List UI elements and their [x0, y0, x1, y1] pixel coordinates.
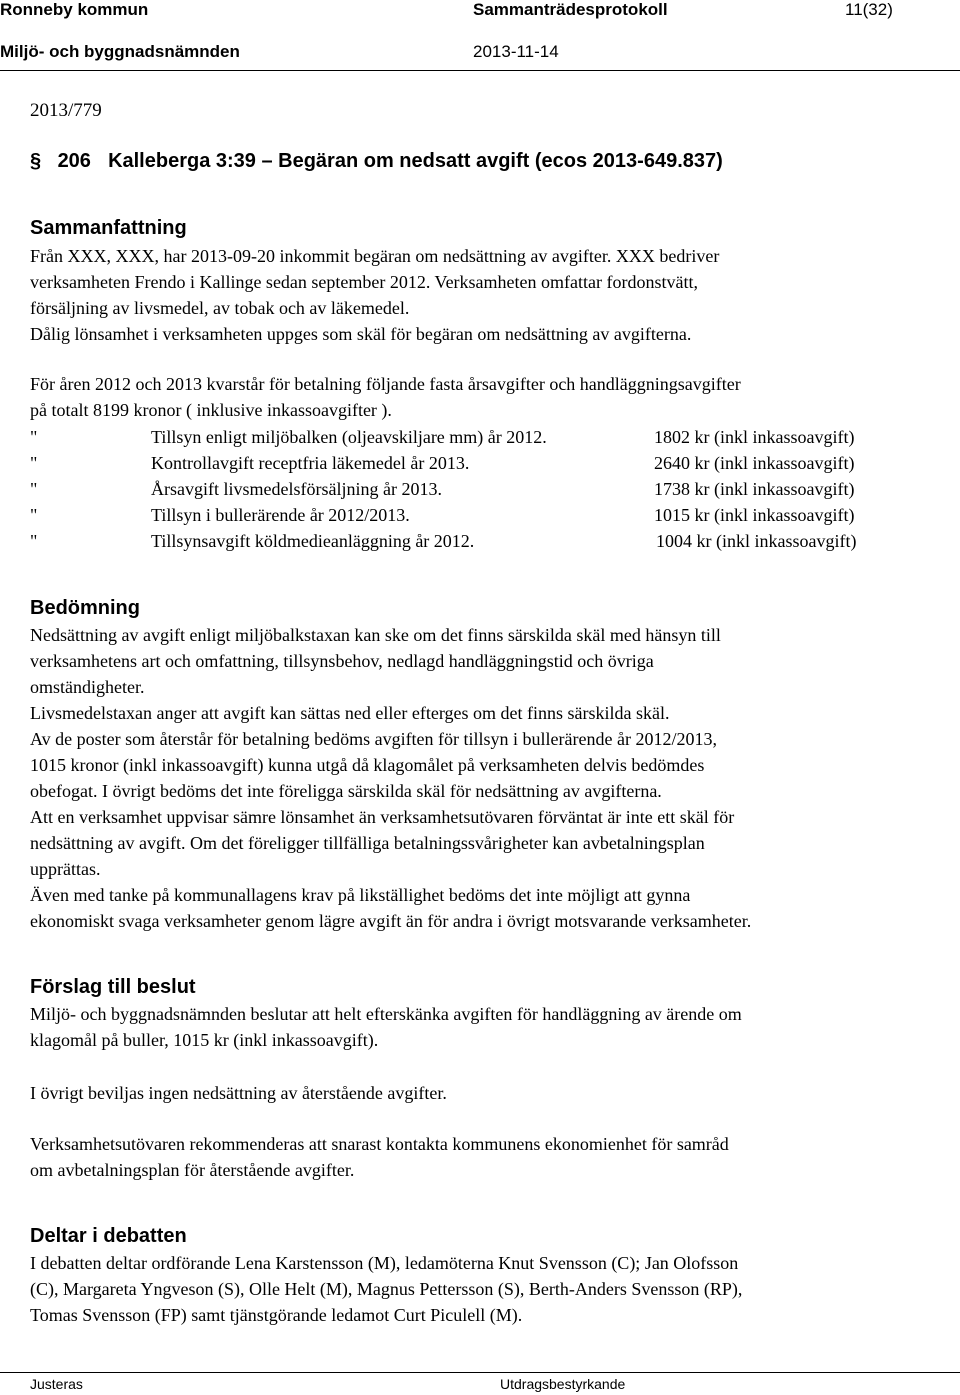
text-line: Även med tanke på kommunallagens krav på likställighet bedöms det inte möjligt att gynna — [30, 885, 691, 905]
text-line: ekonomiskt svaga verksamheter genom lägre avgift än för andra i övrigt motsvarande verksamheter. — [30, 911, 752, 931]
fee-mark: " — [30, 453, 38, 473]
fee-mark: " — [30, 505, 38, 525]
paragraph-sign-icon: § — [30, 150, 42, 172]
fee-mark: " — [30, 427, 38, 447]
heading-debatt: Deltar i debatten — [30, 1225, 187, 1247]
text-line: om avbetalningsplan för återstående avgifter. — [30, 1160, 355, 1180]
forslag-p1 — [30, 1001, 930, 1053]
text-line: Livsmedelstaxan anger att avgift kan sättas ned eller efterges om det finns särskilda skäl. — [30, 703, 670, 723]
board-name: Miljö- och byggnadsnämnden — [0, 42, 240, 61]
header-row-2 — [0, 42, 960, 66]
document-type: Sammanträdesprotokoll — [473, 0, 668, 19]
text-line: Att en verksamhet uppvisar sämre lönsamhet än verksamhetsutövaren förväntat är inte ett skäl för — [30, 807, 735, 827]
municipality-name: Ronneby kommun — [0, 0, 149, 19]
text-line: I övrigt beviljas ingen nedsättning av återstående avgifter. — [30, 1083, 447, 1103]
text-line: För åren 2012 och 2013 kvarstår för betalning följande fasta årsavgifter och handläggningsavgifter — [30, 374, 741, 394]
text-line: Nedsättning av avgift enligt miljöbalkstaxan kan ske om det finns särskilda skäl med hänsyn till — [30, 625, 721, 645]
text-line: omständigheter. — [30, 677, 145, 697]
text-line: på totalt 8199 kronor ( inklusive inkassoavgifter ). — [30, 400, 392, 420]
text-line: verksamheten Frendo i Kallinge sedan september 2012. Verksamheten omfattar fordonstvätt, — [30, 272, 698, 292]
forslag-p2 — [30, 1080, 930, 1106]
footer-divider — [0, 1372, 960, 1373]
paragraph-title-text: Kalleberga 3:39 – Begäran om nedsatt avgift (ecos 2013-649.837) — [108, 150, 723, 172]
fee-amount: 1802 kr (inkl inkassoavgift) — [654, 427, 855, 447]
fee-row — [30, 528, 930, 554]
fee-description: Årsavgift livsmedelsförsäljning år 2013. — [151, 479, 442, 499]
text-line: Från XXX, XXX, har 2013-09-20 inkommit begäran om nedsättning av avgifter. XXX bedriver — [30, 246, 720, 266]
text-line: I debatten deltar ordförande Lena Karstensson (M), ledamöterna Knut Svensson (C); Jan Olofsson — [30, 1253, 739, 1273]
debatt-text — [30, 1250, 930, 1328]
fee-description: Tillsyn i bullerärende år 2012/2013. — [151, 505, 410, 525]
text-line: obefogat. I övrigt bedöms det inte föreligga särskilda skäl för nedsättning av avgifterna. — [30, 781, 662, 801]
text-line: Av de poster som återstår för betalning bedöms avgiften för tillsyn i bullerärende år 2012/2013, — [30, 729, 717, 749]
heading-forslag: Förslag till beslut — [30, 976, 196, 998]
text-line: verksamhetens art och omfattning, tillsynsbehov, nedlagd handläggningstid och övriga — [30, 651, 654, 671]
fees-intro — [30, 371, 930, 423]
sammanfattning-text — [30, 243, 930, 347]
footer-utdragsbestyrkande: Utdragsbestyrkande — [500, 1376, 626, 1392]
paragraph-number: 206 — [57, 150, 91, 172]
fee-mark: " — [30, 479, 38, 499]
heading-bedomning: Bedömning — [30, 597, 140, 619]
fee-amount: 2640 kr (inkl inkassoavgift) — [654, 453, 855, 473]
page-number: 11(32) — [845, 0, 893, 19]
text-line: Verksamhetsutövaren rekommenderas att snarast kontakta kommunens ekonomienhet för samråd — [30, 1134, 729, 1154]
text-line: upprättas. — [30, 859, 101, 879]
text-line: Dålig lönsamhet i verksamheten uppges som skäl för begäran om nedsättning av avgifterna. — [30, 324, 692, 344]
fee-amount: 1004 kr (inkl inkassoavgift) — [656, 531, 857, 551]
fee-description: Tillsyn enligt miljöbalken (oljeavskiljare mm) år 2012. — [151, 427, 547, 447]
fee-amount: 1015 kr (inkl inkassoavgift) — [654, 505, 855, 525]
fee-row — [30, 476, 930, 502]
bedomning-text — [30, 622, 930, 934]
text-line: Tomas Svensson (FP) samt tjänstgörande ledamot Curt Piculell (M). — [30, 1305, 523, 1325]
fee-row — [30, 450, 930, 476]
text-line: klagomål på buller, 1015 kr (inkl inkassoavgift). — [30, 1030, 379, 1050]
text-line: (C), Margareta Yngveson (S), Olle Helt (M), Magnus Pettersson (S), Berth-Anders Svensson (RP), — [30, 1279, 743, 1299]
fee-description: Kontrollavgift receptfria läkemedel år 2013. — [151, 453, 470, 473]
heading-sammanfattning: Sammanfattning — [30, 217, 187, 239]
fee-row — [30, 424, 930, 450]
case-number: 2013/779 — [30, 100, 102, 121]
text-line: nedsättning av avgift. Om det föreligger tillfälliga betalningssvårigheter kan avbetalningsplan — [30, 833, 705, 853]
footer-justeras: Justeras — [30, 1376, 83, 1392]
fee-row — [30, 502, 930, 528]
text-line: Miljö- och byggnadsnämnden beslutar att helt efterskänka avgiften för handläggning av ärende om — [30, 1004, 742, 1024]
paragraph-title — [30, 150, 723, 173]
forslag-p3 — [30, 1131, 930, 1183]
fee-amount: 1738 kr (inkl inkassoavgift) — [654, 479, 855, 499]
fee-description: Tillsynsavgift köldmedieanläggning år 2012. — [151, 531, 475, 551]
fee-mark: " — [30, 531, 38, 551]
text-line: 1015 kronor (inkl inkassoavgift) kunna utgå då klagomålet på verksamheten delvis bedömdes — [30, 755, 705, 775]
header-divider — [0, 70, 960, 71]
meeting-date: 2013-11-14 — [473, 42, 559, 61]
text-line: försäljning av livsmedel, av tobak och av läkemedel. — [30, 298, 410, 318]
header-row-1 — [0, 0, 960, 24]
